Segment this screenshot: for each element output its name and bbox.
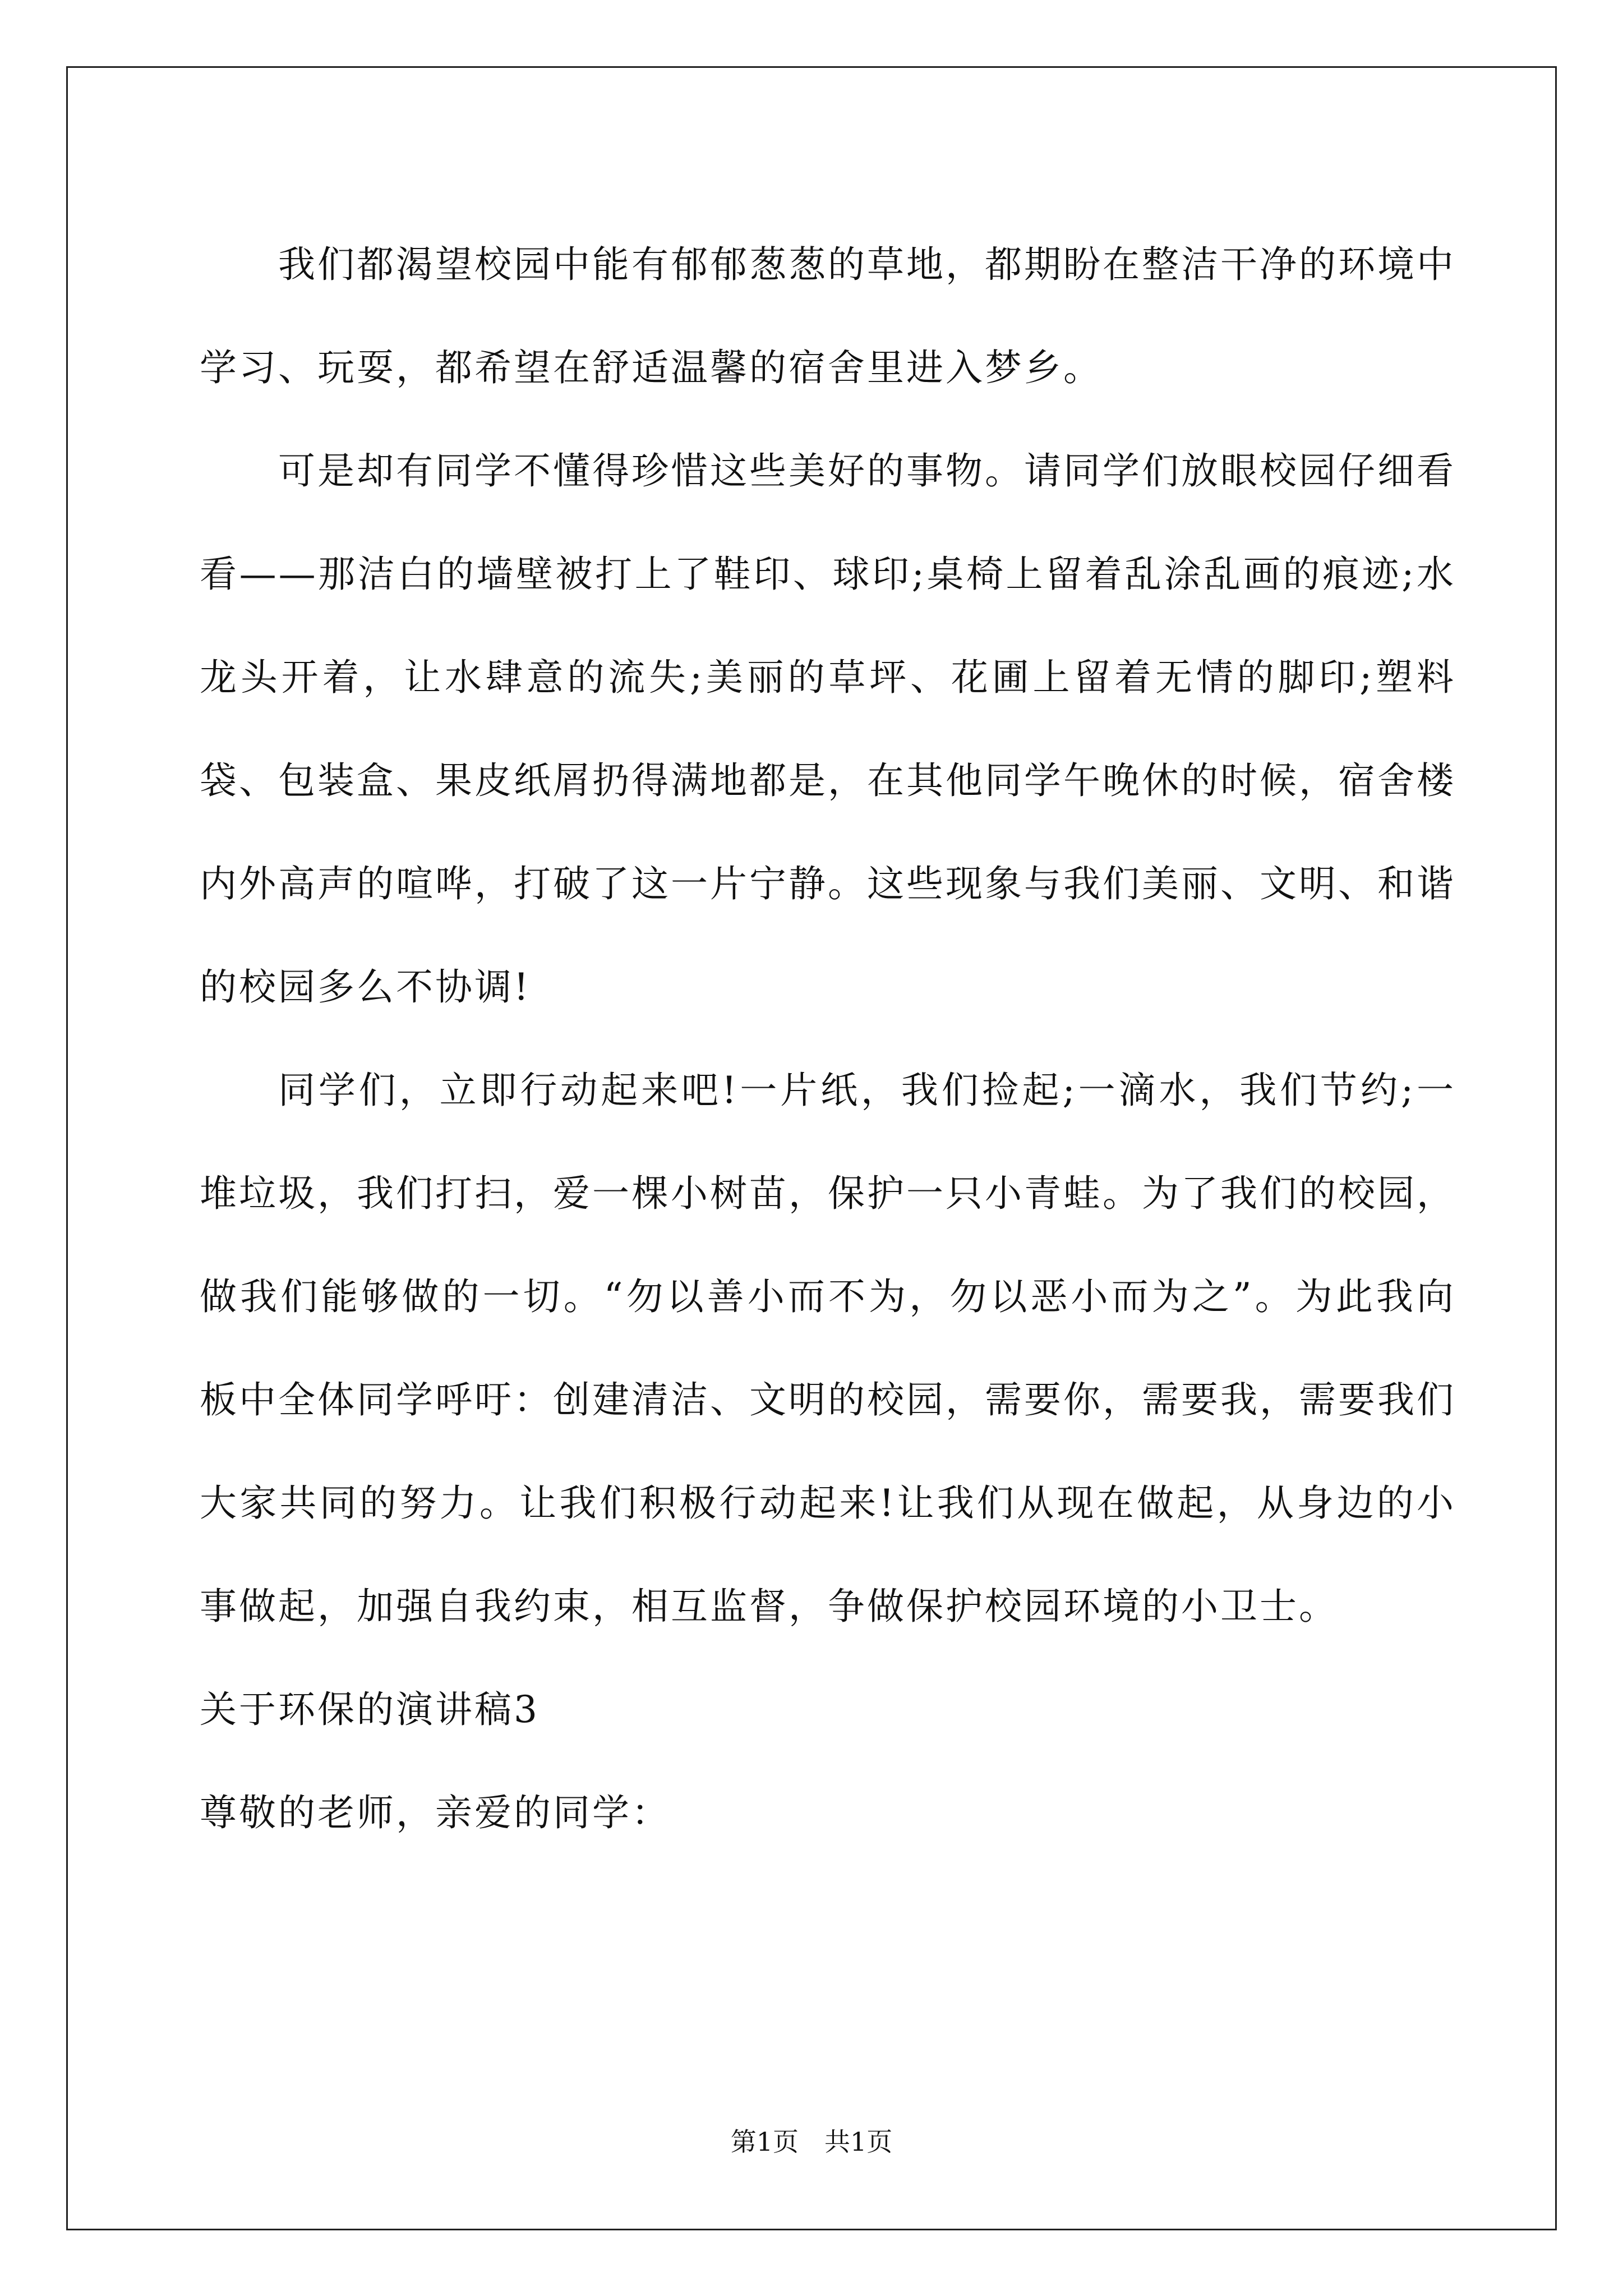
section-heading: 关于环保的演讲稿3 — [200, 1688, 540, 1731]
salutation: 尊敬的老师，亲爱的同学： — [200, 1791, 671, 1834]
page-number-footer: 第1页 共1页 — [730, 2127, 893, 2157]
document-body — [200, 213, 1456, 1865]
paragraph-2: 可是却有同学不懂得珍惜这些美好的事物。请同学们放眼校园仔细看看——那洁白的墙壁被打上了鞋印、球印;桌椅上留着乱涂乱画的痕迹;水龙头开着，让水肆意的流失;美丽的草坪、花圃上留着无情的脚印;塑料袋、包装盒、果皮纸屑扔得满地都是，在其他同学午晚休的时候，宿舍楼内外高声的喧哗，打破了这一片宁静。这些现象与我们美丽、文明、和谐的校园多么不协调! — [200, 449, 1456, 1009]
paragraph-1: 我们都渴望校园中能有郁郁葱葱的草地，都期盼在整洁干净的环境中学习、玩耍，都希望在舒适温馨的宿舍里进入梦乡。 — [200, 243, 1456, 389]
paragraph-3: 同学们，立即行动起来吧!一片纸，我们捡起;一滴水，我们节约;一堆垃圾，我们打扫，爱一棵小树苗，保护一只小青蛙。为了我们的校园，做我们能够做的一切。“勿以善小而不为，勿以恶小而为之”。为此我向板中全体同学呼吁：创建清洁、文明的校园，需要你，需要我，需要我们大家共同的努力。让我们积极行动起来!让我们从现在做起，从身边的小事做起，加强自我约束，相互监督，争做保护校园环境的小卫士。 — [200, 1069, 1456, 1628]
